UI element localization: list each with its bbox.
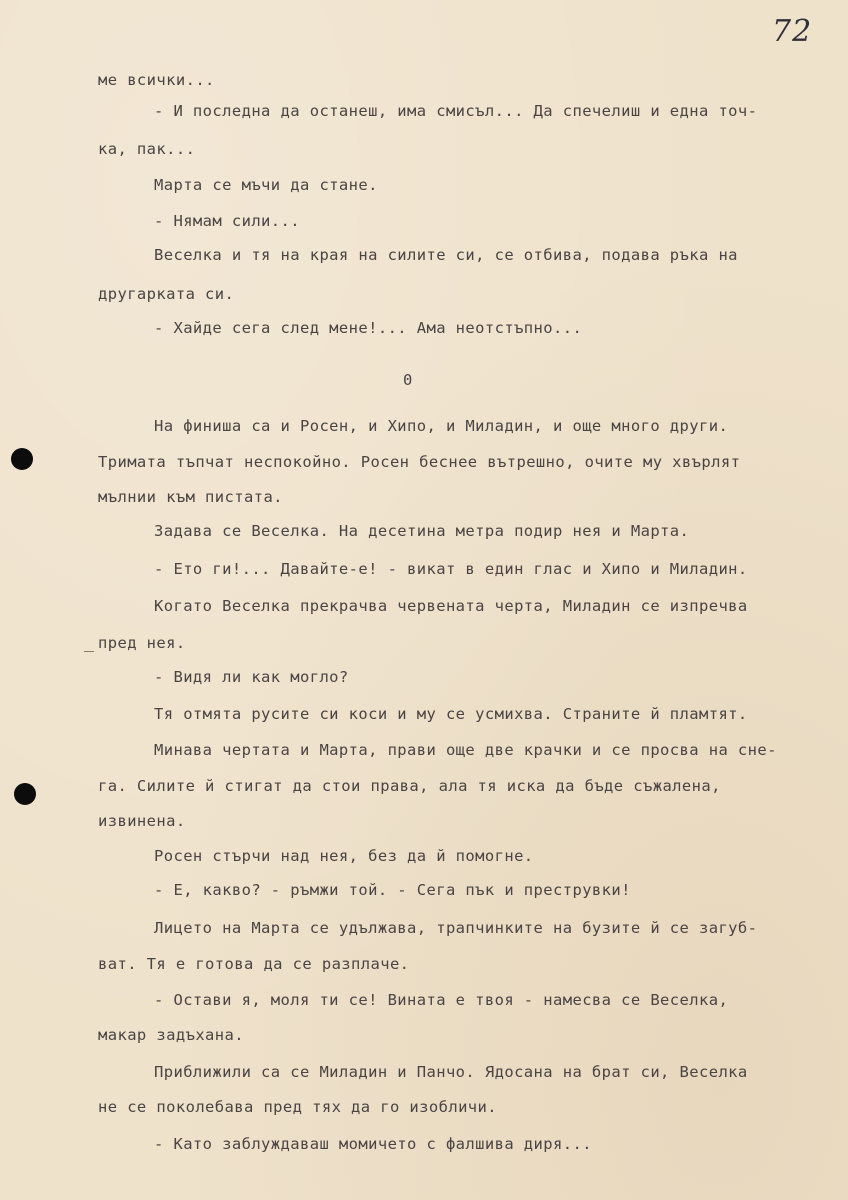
text-line: Приближили са се Миладин и Панчо. Ядосана на брат си, Веселка xyxy=(154,1063,748,1081)
text-line: - Като заблуждаваш момичето с фалшива диря... xyxy=(154,1135,592,1153)
section-break: 0 xyxy=(403,371,413,389)
text-line: ка, пак... xyxy=(98,140,196,158)
text-line: Лицето на Марта се удължава, трапчинките на бузите й се загуб- xyxy=(154,919,758,937)
text-line: Минава чертата и Марта, прави още две крачки и се просва на сне- xyxy=(154,741,777,759)
text-line: Тримата тъпчат неспокойно. Росен беснее вътрешно, очите му хвърлят xyxy=(98,453,741,471)
text-line: - Е, какво? - ръмжи той. - Сега пък и преструвки! xyxy=(154,881,631,899)
text-line: Марта се мъчи да стане. xyxy=(154,176,378,194)
text-line: пред нея. xyxy=(98,634,186,652)
text-line: Росен стърчи над нея, без да й помогне. xyxy=(154,847,534,865)
text-line: другарката си. xyxy=(98,285,235,303)
punch-hole xyxy=(11,448,33,470)
text-line: - Ето ги!... Давайте-е! - викат в един глас и Хипо и Миладин. xyxy=(154,560,748,578)
punch-hole xyxy=(14,783,36,805)
text-line: макар задъхана. xyxy=(98,1026,244,1044)
text-line: ме всички... xyxy=(98,71,215,89)
text-line: Задава се Веселка. На десетина метра подир нея и Марта. xyxy=(154,522,690,540)
text-line: - Видя ли как могло? xyxy=(154,668,349,686)
text-line: На финиша са и Росен, и Хипо, и Миладин, и още много други. xyxy=(154,417,729,435)
text-line: - Хайде сега след мене!... Ама неотстъпно... xyxy=(154,319,583,337)
text-line: ват. Тя е готова да се разплаче. xyxy=(98,955,410,973)
text-line: извинена. xyxy=(98,812,186,830)
text-line: мълнии към пистата. xyxy=(98,488,283,506)
text-line: - И последна да останеш, има смисъл... Да спечелиш и една точ- xyxy=(154,102,758,120)
text-line: - Остави я, моля ти се! Вината е твоя - намесва се Веселка, xyxy=(154,991,729,1009)
text-line: Веселка и тя на края на силите си, се отбива, подава ръка на xyxy=(154,246,738,264)
text-line: не се поколебава пред тях да го изобличи. xyxy=(98,1098,498,1116)
text-line: Когато Веселка прекрачва червената черта, Миладин се изпречва xyxy=(154,597,748,615)
text-line: Тя отмята русите си коси и му се усмихва. Страните й пламтят. xyxy=(154,705,748,723)
text-line: - Нямам сили... xyxy=(154,212,300,230)
page-number: 72 xyxy=(772,14,813,49)
stray-pencil-mark xyxy=(84,651,94,652)
text-line: га. Силите й стигат да стои права, ала тя иска да бъде съжалена, xyxy=(98,777,721,795)
